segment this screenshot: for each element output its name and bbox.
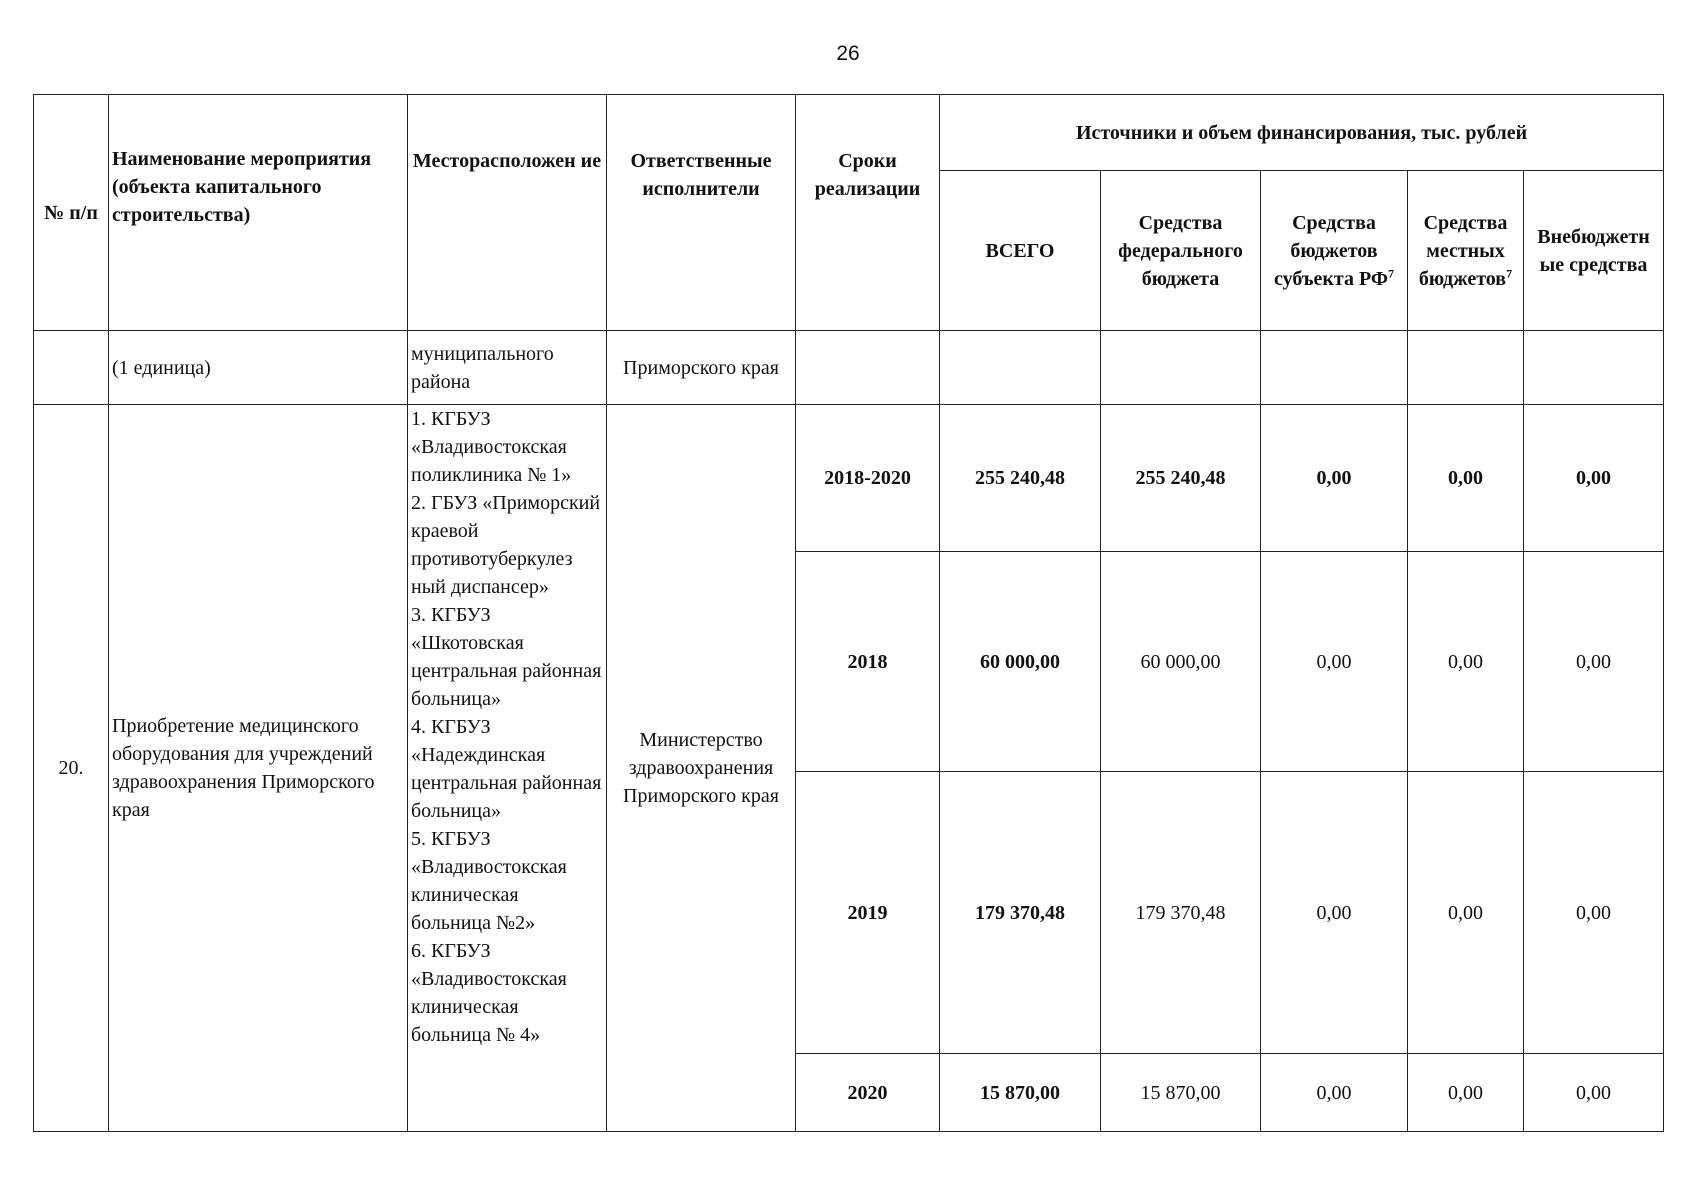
header-regional-text: Средства бюджетов субъекта РФ [1273,211,1389,290]
extra-cell: 0,00 [1524,1054,1664,1132]
total-cell: 179 370,48 [940,772,1101,1054]
header-extra: Внебюджетн ые средства [1524,171,1664,331]
cont-number [34,331,109,405]
total-cell: 60 000,00 [940,552,1101,772]
cont-total [940,331,1101,405]
location-item: 2. ГБУЗ «Приморский краевой противотуберкулез ный диспансер» [411,492,601,598]
location-item: 3. КГБУЗ «Шкотовская центральная районная больница» [411,604,602,710]
federal-cell: 179 370,48 [1101,772,1261,1054]
local-cell: 0,00 [1408,405,1524,552]
cont-responsible: Приморского края [607,331,796,405]
period-cell: 2020 [796,1054,940,1132]
header-total: ВСЕГО [940,171,1101,331]
header-local-text: Средства местных бюджетов [1418,211,1508,290]
extra-cell: 0,00 [1524,405,1664,552]
table-row [34,405,1664,552]
item-locations [408,405,607,1132]
location-item: 1. КГБУЗ «Владивостокская поликлиника № 1» [411,408,572,486]
cont-regional [1261,331,1408,405]
regional-cell: 0,00 [1261,405,1408,552]
cont-local [1408,331,1524,405]
location-item: 6. КГБУЗ «Владивостокская клиническая больница № 4» [411,940,567,1046]
header-regional [1261,171,1408,331]
total-cell: 255 240,48 [940,405,1101,552]
header-local [1408,171,1524,331]
extra-cell: 0,00 [1524,552,1664,772]
header-period: Сроки реализации [796,95,940,331]
cont-period [796,331,940,405]
cont-location: муниципального района [408,331,607,405]
regional-cell: 0,00 [1261,552,1408,772]
header-regional-footnote: 7 [1388,265,1395,280]
header-name: Наименование мероприятия (объекта капитального строительства) [109,95,408,331]
header-funding-group: Источники и объем финансирования, тыс. рублей [940,95,1664,171]
cont-name: (1 единица) [109,331,408,405]
location-item: 4. КГБУЗ «Надеждинская центральная районная больница» [411,716,602,822]
item-name: Приобретение медицинского оборудования для учреждений здравоохранения Приморского края [109,405,408,1132]
item-number: 20. [34,405,109,1132]
header-local-footnote: 7 [1506,265,1513,280]
extra-cell: 0,00 [1524,772,1664,1054]
total-cell: 15 870,00 [940,1054,1101,1132]
regional-cell: 0,00 [1261,1054,1408,1132]
period-cell: 2019 [796,772,940,1054]
cont-extra [1524,331,1664,405]
header-responsible: Ответственные исполнители [607,95,796,331]
continuation-row [34,331,1664,405]
header-row-1 [34,95,1664,171]
page-number: 26 [836,42,860,65]
header-number: № п/п [34,95,109,331]
financing-table [33,94,1664,1132]
federal-cell: 15 870,00 [1101,1054,1261,1132]
local-cell: 0,00 [1408,772,1524,1054]
regional-cell: 0,00 [1261,772,1408,1054]
period-cell: 2018 [796,552,940,772]
item-responsible: Министерство здравоохранения Приморского края [607,405,796,1132]
header-location: Месторасположен ие [408,95,607,331]
federal-cell: 60 000,00 [1101,552,1261,772]
cont-federal [1101,331,1261,405]
header-federal: Средства федерального бюджета [1101,171,1261,331]
location-item: 5. КГБУЗ «Владивостокская клиническая больница №2» [411,828,567,934]
federal-cell: 255 240,48 [1101,405,1261,552]
local-cell: 0,00 [1408,552,1524,772]
local-cell: 0,00 [1408,1054,1524,1132]
period-cell: 2018-2020 [796,405,940,552]
